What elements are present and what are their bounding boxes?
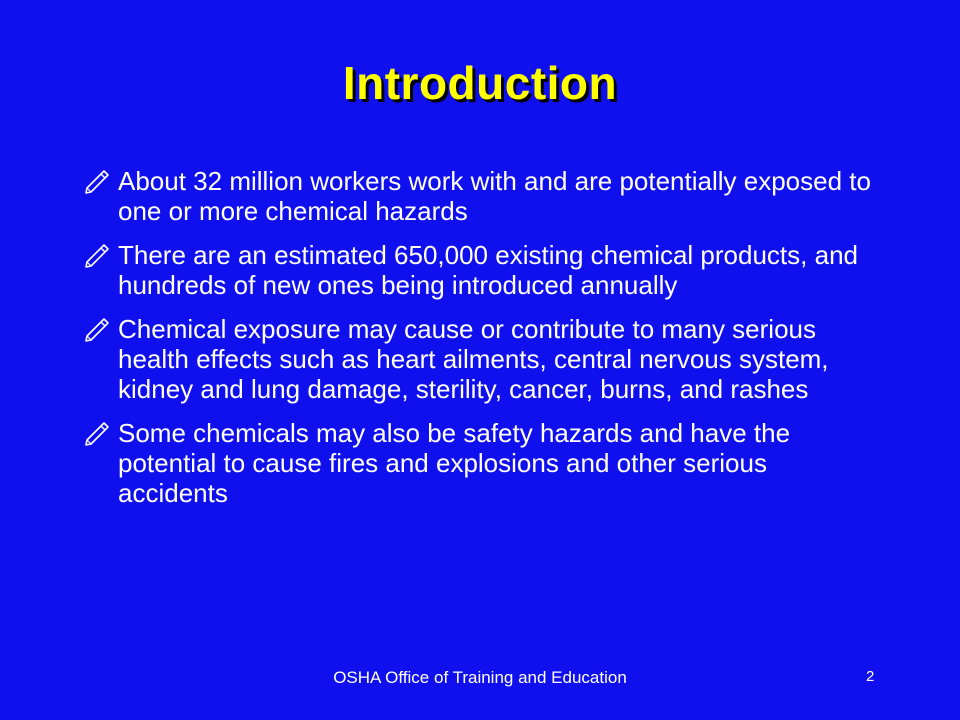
pencil-icon (82, 421, 112, 447)
slide-footer: OSHA Office of Training and Education (333, 668, 627, 687)
bullet-item (82, 240, 882, 300)
pencil-icon (82, 317, 112, 343)
bullet-list (82, 166, 882, 522)
bullet-item (82, 418, 882, 508)
pencil-icon (82, 243, 112, 269)
slide-title: Introduction (342, 57, 618, 109)
bullet-text: About 32 million workers work with and are potentially exposed to one or more chemical hazards (118, 166, 871, 226)
bullet-text: There are an estimated 650,000 existing chemical products, and hundreds of new ones being introduced annually (118, 240, 858, 300)
bullet-text: Some chemicals may also be safety hazards and have the potential to cause fires and explosions and other serious accidents (118, 418, 791, 508)
bullet-text: Chemical exposure may cause or contribute to many serious health effects such as heart ailments, central nervous system, kidney and lung damage, sterility, cancer, burns, and rashes (118, 314, 829, 404)
pencil-icon (82, 169, 112, 195)
bullet-item (82, 314, 882, 404)
page-number: 2 (866, 668, 875, 685)
bullet-item (82, 166, 882, 226)
